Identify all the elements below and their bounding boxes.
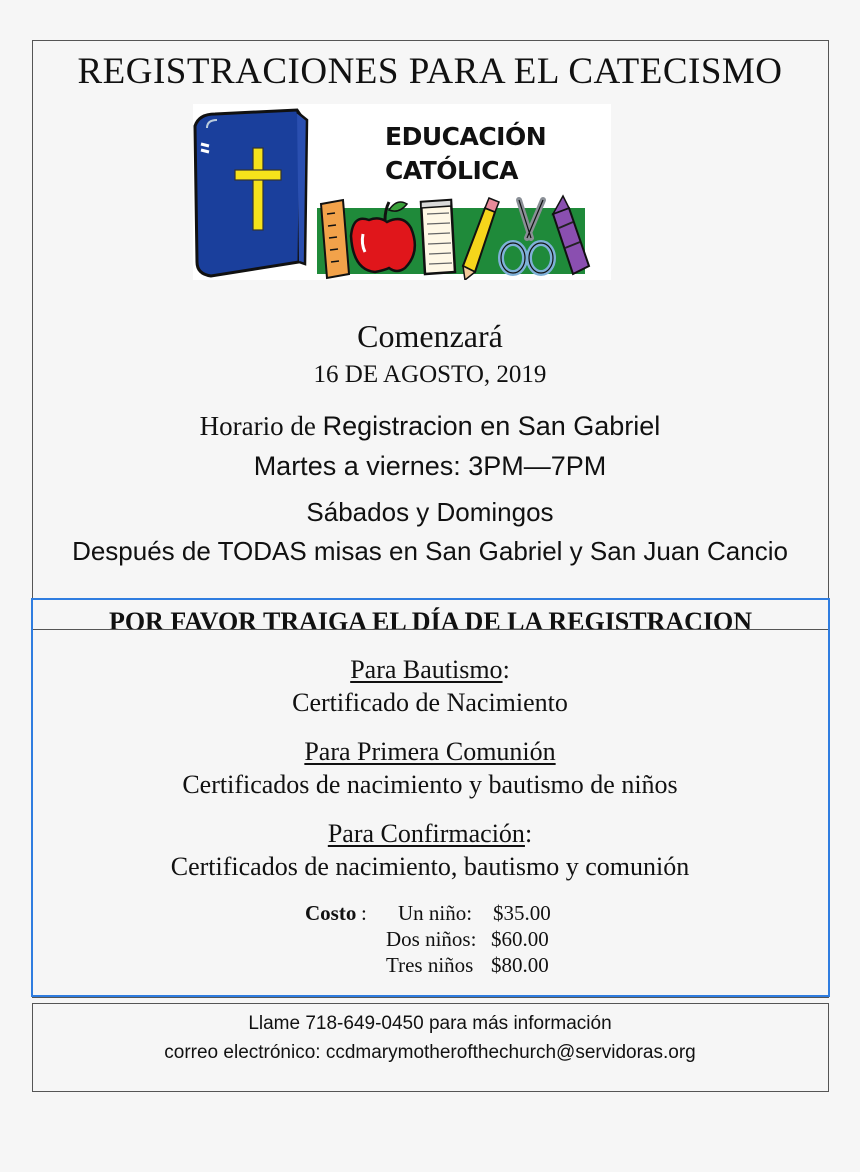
logo-text: [385, 120, 546, 188]
cost-qty: Un niño:: [398, 901, 473, 925]
page-title: REGISTRACIONES PARA EL CATECISMO: [77, 51, 783, 92]
schedule-heading: [0, 411, 860, 442]
cost-price: $60.00: [491, 927, 549, 951]
confirmation-heading-text: Para Confirmación: [327, 819, 525, 848]
email-line: correo electrónico: ccdmarymotherofthechurch@servidoras.org: [164, 1042, 696, 1063]
baptism-detail: Certificado de Nacimiento: [292, 688, 568, 717]
bible-icon: [195, 110, 307, 276]
confirmation-detail: Certificados de nacimiento, bautismo y comunión: [170, 852, 690, 881]
cost-qty: Dos niños:: [386, 927, 477, 951]
requirements-header: POR FAVOR TRAIGA EL DÍA DE LA REGISTRACION: [33, 604, 828, 630]
confirmation-heading: [0, 819, 860, 849]
schedule-place: Registracion en San Gabriel: [322, 411, 661, 441]
communion-heading: [0, 737, 860, 767]
cost-label: Costo: [305, 901, 357, 925]
cost-price: $80.00: [491, 953, 549, 977]
communion-heading-text: Para Primera Comunión: [304, 737, 556, 766]
start-label: Comenzará: [357, 318, 503, 354]
communion-detail: Certificados de nacimiento y bautismo de niños: [182, 770, 678, 799]
confirmation-heading-colon: :: [524, 819, 533, 848]
start-date: 16 DE AGOSTO, 2019: [313, 361, 547, 388]
baptism-heading: [0, 655, 860, 685]
logo-line-1: EDUCACIÓN: [385, 122, 547, 151]
phone-line: Llame 718-649-0450 para más información: [248, 1013, 612, 1034]
cost-qty: Tres niños: [386, 953, 474, 977]
baptism-heading-text: Para Bautismo: [350, 655, 503, 684]
notepad-icon: [421, 200, 455, 274]
ruler-icon: [321, 200, 349, 278]
cost-price: $35.00: [493, 901, 551, 925]
baptism-heading-colon: :: [502, 655, 510, 684]
weekend-title: Sábados y Domingos: [306, 497, 554, 527]
catholic-education-logo: [193, 104, 611, 280]
logo-line-2: CATÓLICA: [385, 156, 518, 185]
schedule-prefix: Horario de: [199, 411, 323, 441]
weekend-detail: Después de TODAS misas en San Gabriel y San Juan Cancio: [72, 536, 788, 566]
weekday-hours: Martes a viernes: 3PM—7PM: [253, 451, 607, 481]
cost-colon: :: [361, 901, 367, 925]
